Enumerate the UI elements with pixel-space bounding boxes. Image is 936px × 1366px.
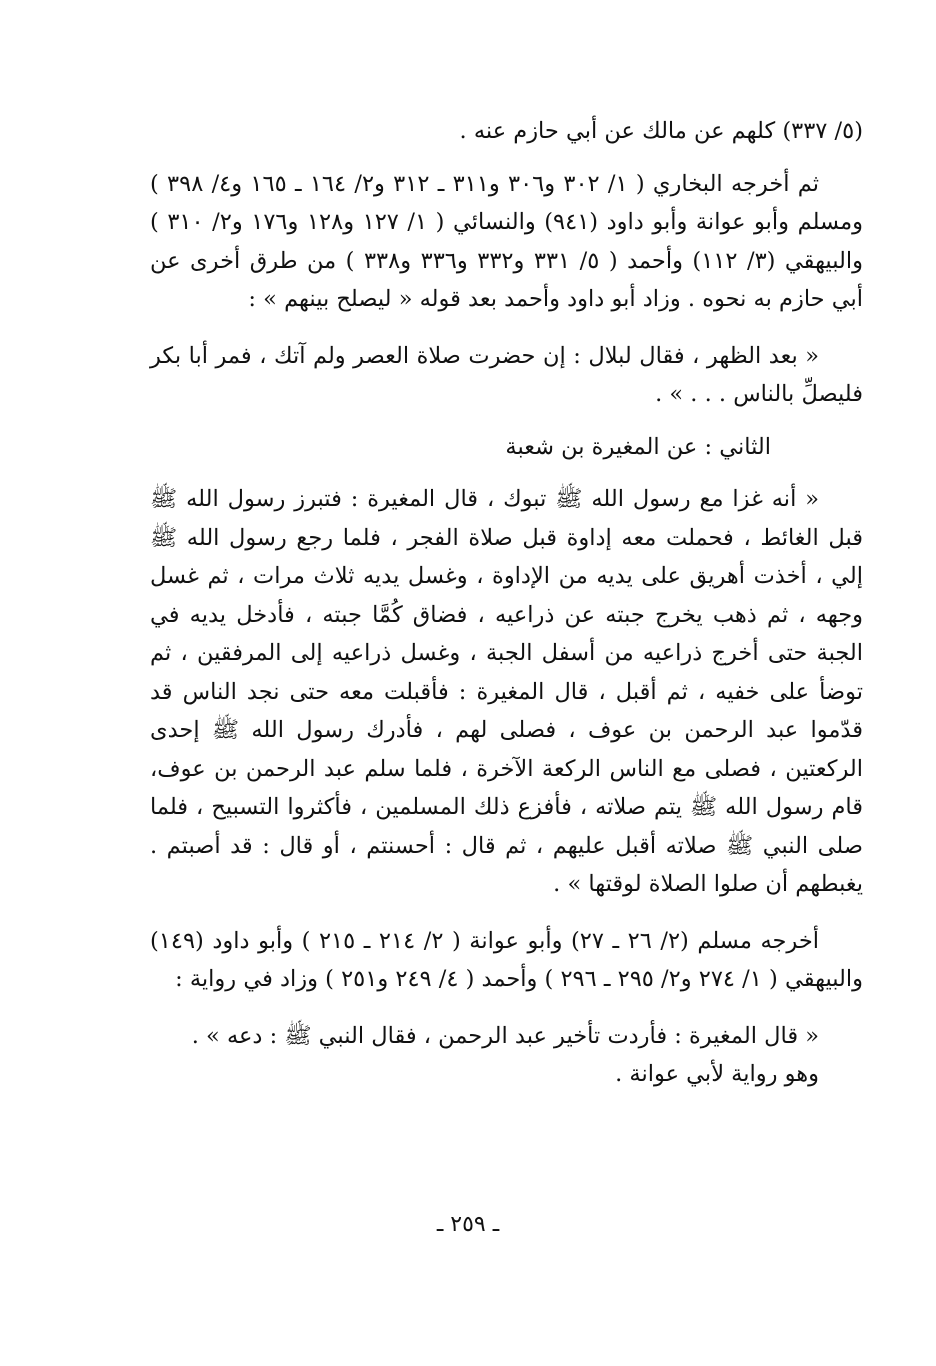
paragraph-continuation: (٥/ ٣٣٧) كلهم عن مالك عن أبي حازم عنه .: [459, 118, 863, 144]
paragraph-takhrij-muslim: أخرجه مسلم (٢/ ٢٦ ـ ٢٧) وأبو عوانة ( ٢/ ٢١٤ ـ ٢١٥ ) وأبو داود (١٤٩) والبيهقي ( ١/ ٢٧٤ و٢/ ٢٩٥ ـ ٢٩٦ ) وأحمد ( ٤/ ٢٤٩ و٢٥١ ) وزاد في رواية :: [150, 927, 863, 992]
paragraph-abu-awana-note: وهو رواية لأبي عوانة .: [615, 1061, 819, 1087]
section-heading-mughira: الثاني : عن المغيرة بن شعبة: [505, 433, 771, 460]
paragraph-takhrij-bukhari: ثم أخرجه البخاري ( ١/ ٣٠٢ و٣٠٦ و٣١١ ـ ٣١٢ و٢/ ١٦٤ ـ ١٦٥ و٤/ ٣٩٨ ) ومسلم وأبو عوانة وأبو داود (٩٤١) والنسائي ( ١/ ١٢٧ و١٢٨ و١٧٦ و٢/ ٣١٠ ) والبيهقي (٣/ ١١٢) وأحمد ( ٥/ ٣٣١ و٣٣٢ و٣٣٦ و٣٣٨ ) من طرق أخرى عن أبي حازم به نحوه . وزاد أبو داود وأحمد بعد قوله « ليصلح بينهم » :: [150, 170, 864, 312]
paragraph-quote-mughira: « قال المغيرة : فأردت تأخير عبد الرحمن ، فقال النبي ﷺ : دعه » .: [191, 1022, 819, 1049]
paragraph-quote-bilal: « بعد الظهر ، فقال لبلال : إن حضرت صلاة العصر ولم آتك ، فمر أبا بكر فليصلِّ بالناس . . . » .: [150, 342, 863, 407]
page-body: [150, 112, 863, 1094]
page-number: ـ ٢٥٩ ـ: [436, 1212, 500, 1237]
paragraph-hadith-mughira: « أنه غزا مع رسول الله ﷺ تبوك ، قال المغيرة : فتبرز رسول الله ﷺ قبل الغائط ، فحملت معه إداوة قبل صلاة الفجر ، فلما رجع رسول الله ﷺ إلي ، أخذت أهريق على يديه من الإداوة ، وغسل يديه ثلاث مرات ، ثم غسل وجهه ، ثم ذهب يخرج جبته عن ذراعيه ، فضاق كُمَّا جبته ، فأدخل يديه في الجبة حتى أخرج ذراعيه من أسفل الجبة ، وغسل ذراعيه إلى المرفقين ، ثم توضأ على خفيه ، ثم أقبل ، قال المغيرة : فأقبلت معه حتى نجد الناس قد قدّموا عبد الرحمن بن عوف ، فصلى لهم ، فأدرك رسول الله ﷺ إحدى الركعتين ، فصلى مع الناس الركعة الآخرة ، فلما سلم عبد الرحمن بن عوف، قام رسول الله ﷺ يتم صلاته ، فأفزع ذلك المسلمين ، فأكثروا التسبيح ، فلما صلى النبي ﷺ صلاته أقبل عليهم ، ثم قال : أحسنتم ، أو قال : قد أصبتم . يغبطهم أن صلوا الصلاة لوقتها » .: [150, 486, 863, 897]
